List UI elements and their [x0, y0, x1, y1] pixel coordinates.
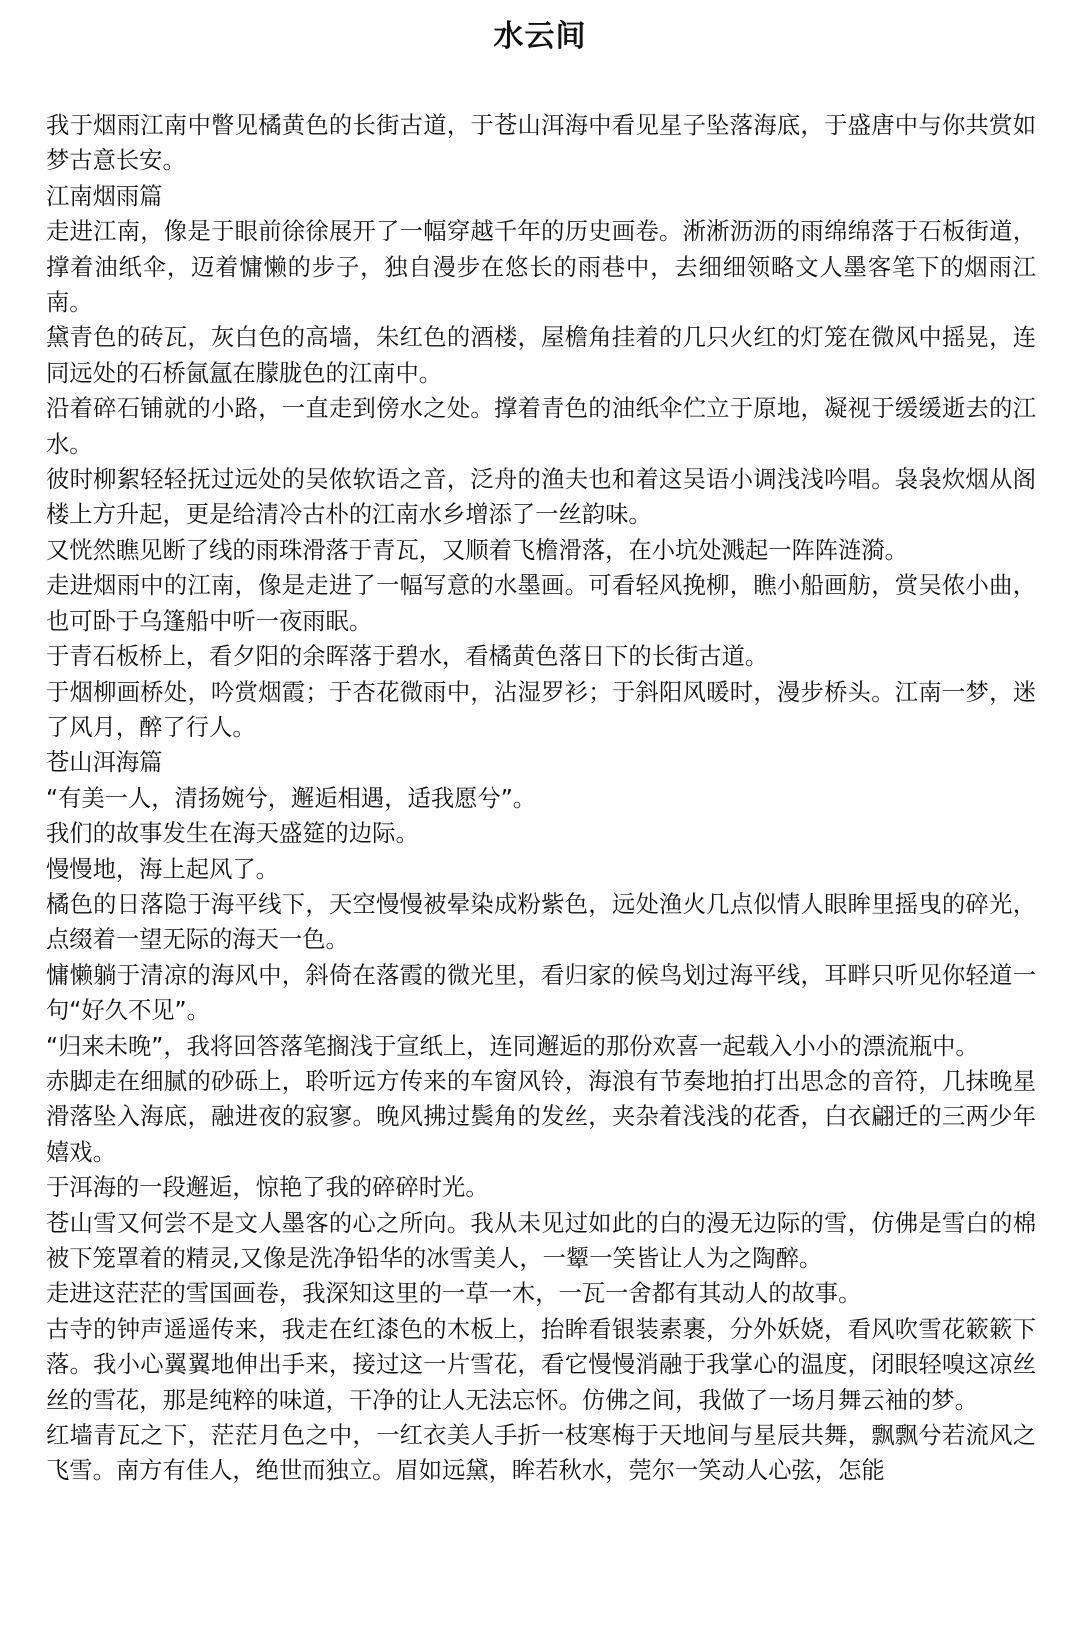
paragraph: 我们的故事发生在海天盛筵的边际。: [46, 820, 419, 848]
paragraph: 苍山雪又何尝不是文人墨客的心之所向。我从未见过如此的白的漫无边际的雪，仿佛是雪白的棉被下笼罩着的精灵,又像是洗净铅华的冰雪美人，一颦一笑皆让人为之陶醉。: [46, 1209, 1036, 1272]
paragraph: “有美一人，清扬婉兮，邂逅相遇，适我愿兮”。: [46, 784, 537, 812]
paragraph: 走进这茫茫的雪国画卷，我深知这里的一草一木，一瓦一舍都有其动人的故事。: [46, 1280, 862, 1308]
paragraph: 又恍然瞧见断了线的雨珠滑落于青瓦，又顺着飞檐滑落，在小坑处溅起一阵阵涟漪。: [46, 536, 908, 564]
paragraph: 走进江南，像是于眼前徐徐展开了一幅穿越千年的历史画卷。淅淅沥沥的雨绵绵落于石板街道，撑着油纸伞，迈着慵懒的步子，独自漫步在悠长的雨巷中，去细细领略文人墨客笔下的烟雨江南。: [46, 218, 1036, 317]
paragraph: 慵懒躺于清凉的海风中，斜倚在落霞的微光里，看归家的候鸟划过海平线，耳畔只听见你轻道一句“好久不见”。: [46, 961, 1036, 1025]
article-body: [46, 108, 1036, 1489]
paragraph: 红墙青瓦之下，茫茫月色之中，一红衣美人手折一枝寒梅于天地间与星辰共舞，飘飘兮若流风之飞雪。南方有佳人，绝世而独立。眉如远黛，眸若秋水，莞尔一笑动人心弦，怎能: [46, 1422, 1036, 1485]
paragraph: 彼时柳絮轻轻抚过远处的吴侬软语之音，泛舟的渔夫也和着这吴语小调浅浅吟唱。袅袅炊烟从阁楼上方升起，更是给清冷古朴的江南水乡增添了一丝韵味。: [46, 466, 1036, 529]
paragraph: 于青石板桥上，看夕阳的余晖落于碧水，看橘黄色落日下的长街古道。: [46, 643, 769, 671]
paragraph: 黛青色的砖瓦，灰白色的高墙，朱红色的酒楼，屋檐角挂着的几只火红的灯笼在微风中摇晃，连同远处的石桥氤氲在朦胧色的江南中。: [46, 324, 1036, 387]
document-title: 水云间: [493, 19, 587, 54]
paragraph: 沿着碎石铺就的小路，一直走到傍水之处。撑着青色的油纸伞伫立于原地，凝视于缓缓逝去的江水。: [46, 395, 1036, 458]
paragraph: 赤脚走在细腻的砂砾上，聆听远方传来的车窗风铃，海浪有节奏地拍打出思念的音符，几抹晚星滑落坠入海底，融进夜的寂寥。晚风拂过鬓角的发丝，夹杂着浅浅的花香，白衣翩迁的三两少年嬉戏。: [46, 1067, 1036, 1166]
paragraph: 橘色的日落隐于海平线下，天空慢慢被晕染成粉紫色，远处渔火几点似情人眼眸里摇曳的碎光，点缀着一望无际的海天一色。: [46, 890, 1036, 954]
section-heading: 江南烟雨篇: [46, 182, 163, 210]
paragraph: 于洱海的一段邂逅，惊艳了我的碎碎时光。: [46, 1174, 489, 1202]
paragraph: 我于烟雨江南中瞥见橘黄色的长街古道，于苍山洱海中看见星子坠落海底，于盛唐中与你共赏如梦古意长安。: [46, 112, 1036, 175]
paragraph: 于烟柳画桥处，吟赏烟霞；于杏花微雨中，沾湿罗衫；于斜阳风暖时，漫步桥头。江南一梦，迷了风月，醉了行人。: [46, 678, 1036, 741]
paragraph: 慢慢地，海上起风了。: [46, 855, 279, 883]
paragraph: 古寺的钟声遥遥传来，我走在红漆色的木板上，抬眸看银装素裹，分外妖娆，看风吹雪花簌簌下落。我小心翼翼地伸出手来，接过这一片雪花，看它慢慢消融于我掌心的温度，闭眼轻嗅这凉丝丝的雪花，那是纯粹的味道，干净的让人无法忘怀。仿佛之间，我做了一场月舞云袖的梦。: [46, 1315, 1036, 1414]
paragraph: “归来未晚”，我将回答落笔搁浅于宣纸上，连同邂逅的那份欢喜一起载入小小的漂流瓶中。: [46, 1032, 979, 1060]
section-heading: 苍山洱海篇: [46, 749, 163, 777]
paragraph: 走进烟雨中的江南，像是走进了一幅写意的水墨画。可看轻风挽柳，瞧小船画舫，赏吴侬小曲，也可卧于乌篷船中听一夜雨眠。: [46, 572, 1036, 635]
